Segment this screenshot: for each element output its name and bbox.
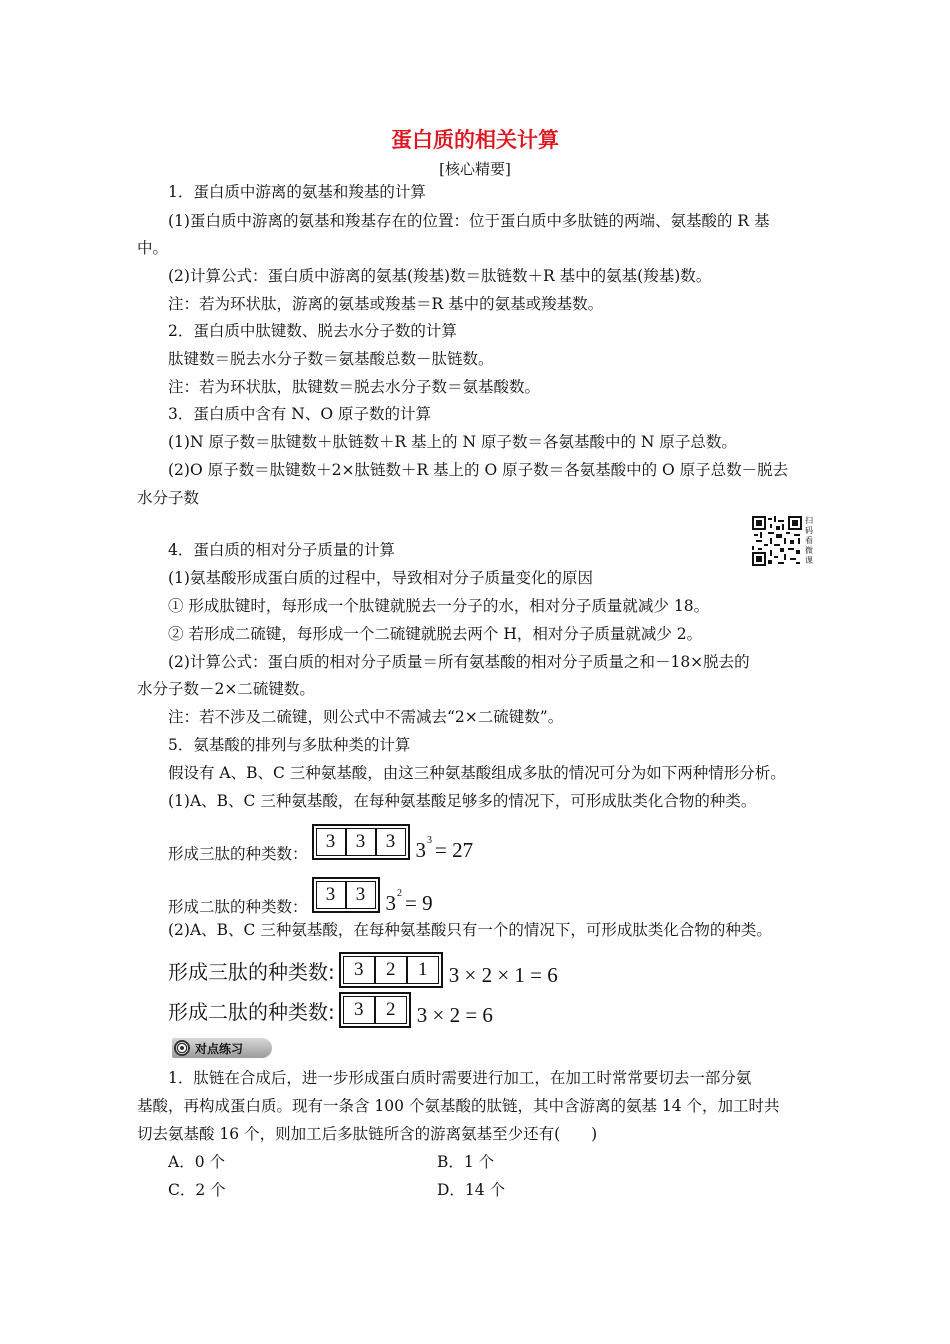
s1-paragraph-1b: 中。 xyxy=(137,239,169,257)
tripeptide-formula-2: 3 × 2 × 1 = 6 xyxy=(448,962,558,987)
s1-note: 注：若为环状肽，游离的氨基或羧基＝R 基中的氨基或羧基数。 xyxy=(168,295,604,313)
practice-badge-label: 对点练习 xyxy=(195,1041,244,1056)
s4-cause-2: ② 若形成二硫键，每形成一个二硫键就脱去两个 H，相对分子质量就减少 2。 xyxy=(168,625,703,643)
position-box: 1 xyxy=(407,956,439,984)
dipeptide-count-row-1 xyxy=(168,873,433,917)
tripeptide-label-1: 形成三肽的种类数： xyxy=(168,845,308,863)
s2-formula: 肽键数＝脱去水分子数＝氨基酸总数－肽链数。 xyxy=(168,350,494,368)
position-box: 3 xyxy=(346,828,376,856)
question-1-line-a: 1．肽链在合成后，进一步形成蛋白质时需要进行加工，在加工时常常要切去一部分氨 xyxy=(168,1069,752,1087)
dipeptide-formula-1: $3^2 = 9$ xyxy=(385,888,433,915)
page-title: 蛋白质的相关计算 xyxy=(391,128,559,152)
target-icon xyxy=(174,1040,190,1056)
question-1-line-b: 基酸，再构成蛋白质。现有一条含 100 个氨基酸的肽链，其中含游离的氨基 14 个，加工时共 xyxy=(137,1097,780,1115)
qr-label: 扫码看微课 xyxy=(805,516,813,565)
s1-heading: 1．蛋白质中游离的氨基和羧基的计算 xyxy=(168,183,426,201)
position-box: 3 xyxy=(376,828,406,856)
s3-heading: 3．蛋白质中含有 N、O 原子数的计算 xyxy=(168,405,431,423)
dipeptide-count-row-2 xyxy=(168,992,493,1028)
s2-heading: 2．蛋白质中肽键数、脱去水分子数的计算 xyxy=(168,322,457,340)
option-c[interactable]: C．2 个 xyxy=(168,1181,226,1199)
s4-paragraph-1: (1)氨基酸形成蛋白质的过程中，导致相对分子质量变化的原因 xyxy=(168,569,593,587)
position-box: 3 xyxy=(316,881,346,909)
s3-paragraph-2b: 水分子数 xyxy=(137,489,200,507)
dipeptide-label-1: 形成二肽的种类数： xyxy=(168,898,308,916)
option-d[interactable]: D．14 个 xyxy=(437,1181,506,1199)
s5-case-2: (2)A、B、C 三种氨基酸，在每种氨基酸只有一个的情况下，可形成肽类化合物的种类。 xyxy=(168,921,772,939)
position-box: 3 xyxy=(343,956,375,984)
question-1-line-c: 切去氨基酸 16 个，则加工后多肽链所含的游离氨基至少还有( ) xyxy=(137,1125,598,1143)
s1-paragraph-1a: (1)蛋白质中游离的氨基和羧基存在的位置：位于蛋白质中多肽链的两端、氨基酸的 R 基 xyxy=(168,212,770,230)
position-box: 3 xyxy=(316,828,346,856)
s4-cause-1: ① 形成肽键时，每形成一个肽键就脱去一分子的水，相对分子质量就减少 18。 xyxy=(168,597,710,615)
position-box: 2 xyxy=(375,996,407,1024)
tripeptide-formula-1: $3^3 = 27$ xyxy=(415,835,474,862)
option-b[interactable]: B．1 个 xyxy=(437,1153,495,1171)
position-box: 2 xyxy=(375,956,407,984)
s5-heading: 5．氨基酸的排列与多肽种类的计算 xyxy=(168,736,411,754)
s4-note: 注：若不涉及二硫键，则公式中不需减去“2×二硫键数”。 xyxy=(168,708,564,726)
tripeptide-label-2: 形成三肽的种类数: xyxy=(168,959,335,984)
s4-paragraph-2a: (2)计算公式：蛋白质的相对分子质量＝所有氨基酸的相对分子质量之和－18×脱去的 xyxy=(168,653,750,671)
tripeptide-count-row-2 xyxy=(168,952,558,988)
s5-case-1: (1)A、B、C 三种氨基酸，在每种氨基酸足够多的情况下，可形成肽类化合物的种类。 xyxy=(168,792,757,810)
position-box: 3 xyxy=(343,996,375,1024)
practice-badge xyxy=(172,1038,272,1058)
tripeptide-boxes-2 xyxy=(339,952,443,988)
dipeptide-label-2: 形成二肽的种类数: xyxy=(168,999,335,1024)
section-subtitle: [核心精要] xyxy=(439,160,511,178)
dipeptide-formula-2: 3 × 2 = 6 xyxy=(416,1002,493,1027)
option-a[interactable]: A．0 个 xyxy=(168,1153,225,1171)
dipeptide-boxes-1 xyxy=(312,877,380,913)
s3-paragraph-1: (1)N 原子数＝肽键数＋肽链数＋R 基上的 N 原子数＝各氨基酸中的 N 原子总数。 xyxy=(168,433,737,451)
s4-paragraph-2b: 水分子数－2×二硫键数。 xyxy=(137,680,315,698)
s4-heading: 4．蛋白质的相对分子质量的计算 xyxy=(168,541,395,559)
position-box: 3 xyxy=(346,881,376,909)
dipeptide-boxes-2 xyxy=(339,992,411,1028)
s2-note: 注：若为环状肽，肽键数＝脱去水分子数＝氨基酸数。 xyxy=(168,378,541,396)
tripeptide-boxes-1 xyxy=(312,824,410,860)
s3-paragraph-2a: (2)O 原子数＝肽键数＋2×肽链数＋R 基上的 O 原子数＝各氨基酸中的 O 原子总数－脱去 xyxy=(168,461,789,479)
qr-code-icon[interactable] xyxy=(752,516,802,566)
tripeptide-count-row-1 xyxy=(168,820,473,864)
s1-paragraph-2: (2)计算公式：蛋白质中游离的氨基(羧基)数＝肽链数＋R 基中的氨基(羧基)数。 xyxy=(168,267,712,285)
s5-intro: 假设有 A、B、C 三种氨基酸，由这三种氨基酸组成多肽的情况可分为如下两种情形分析。 xyxy=(168,764,786,782)
